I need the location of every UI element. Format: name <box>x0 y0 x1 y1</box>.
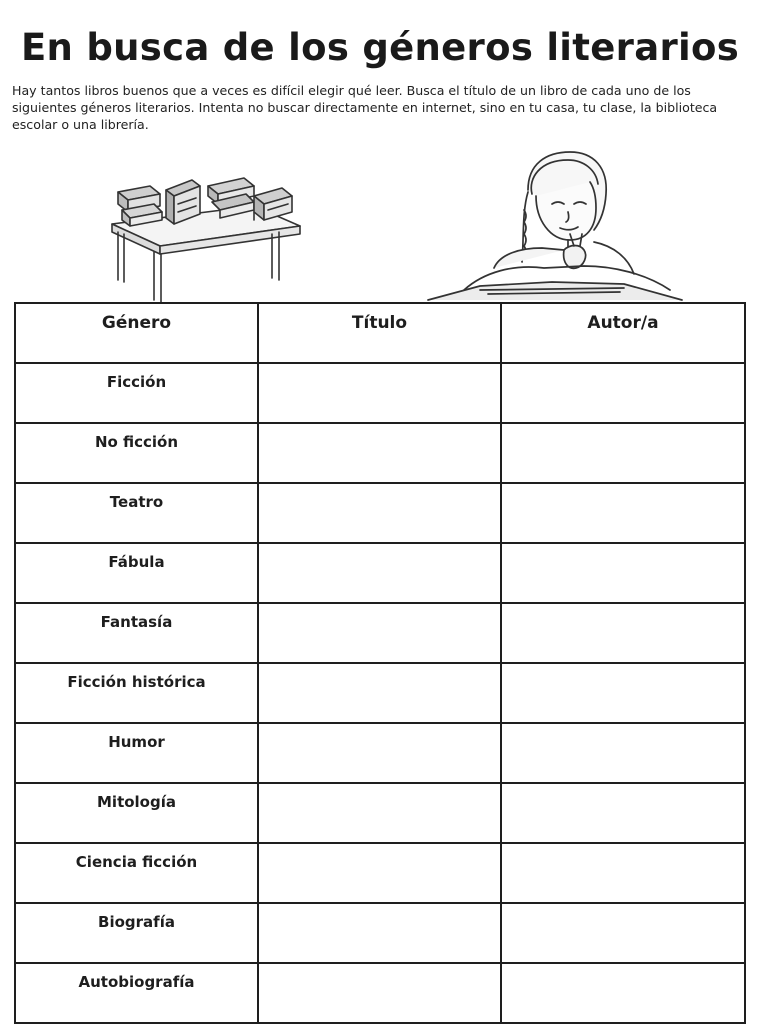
title-answer-cell[interactable] <box>258 723 501 783</box>
table-row <box>15 723 745 783</box>
column-header-genre: Género <box>15 303 258 363</box>
title-answer-cell[interactable] <box>258 783 501 843</box>
column-header-author: Autor/a <box>501 303 745 363</box>
title-answer-cell[interactable] <box>258 423 501 483</box>
table-row <box>15 603 745 663</box>
title-answer-cell[interactable] <box>258 483 501 543</box>
table-row <box>15 783 745 843</box>
genre-cell: Ciencia ficción <box>15 843 258 903</box>
genre-cell: Fábula <box>15 543 258 603</box>
worksheet-instructions: Hay tantos libros buenos que a veces es difícil elegir qué leer. Busca el título de un libro de cada uno de los siguientes géneros literarios. Intenta no buscar directamente en internet, sino en tu casa, tu clase, la biblioteca escolar o una librería. <box>12 83 718 132</box>
author-answer-cell[interactable] <box>501 663 745 723</box>
author-answer-cell[interactable] <box>501 543 745 603</box>
author-answer-cell[interactable] <box>501 723 745 783</box>
title-answer-cell[interactable] <box>258 903 501 963</box>
title-answer-cell[interactable] <box>258 843 501 903</box>
author-answer-cell[interactable] <box>501 363 745 423</box>
table-header-row <box>15 303 745 363</box>
genre-cell: Biografía <box>15 903 258 963</box>
genre-cell: No ficción <box>15 423 258 483</box>
author-answer-cell[interactable] <box>501 843 745 903</box>
author-answer-cell[interactable] <box>501 603 745 663</box>
genre-cell: Teatro <box>15 483 258 543</box>
title-answer-cell[interactable] <box>258 543 501 603</box>
author-answer-cell[interactable] <box>501 783 745 843</box>
genre-cell: Humor <box>15 723 258 783</box>
author-answer-cell[interactable] <box>501 423 745 483</box>
genre-cell: Autobiografía <box>15 963 258 1023</box>
genres-table <box>14 302 746 1024</box>
author-answer-cell[interactable] <box>501 483 745 543</box>
table-row <box>15 963 745 1023</box>
girl-reading-icon <box>424 150 686 306</box>
author-answer-cell[interactable] <box>501 963 745 1023</box>
table-row <box>15 543 745 603</box>
title-answer-cell[interactable] <box>258 663 501 723</box>
title-answer-cell[interactable] <box>258 363 501 423</box>
genre-cell: Mitología <box>15 783 258 843</box>
genre-cell: Ficción <box>15 363 258 423</box>
worksheet-title: En busca de los géneros literarios <box>20 26 740 69</box>
table-row <box>15 363 745 423</box>
books-on-table-icon <box>104 168 304 304</box>
genre-cell: Ficción histórica <box>15 663 258 723</box>
table-row <box>15 903 745 963</box>
author-answer-cell[interactable] <box>501 903 745 963</box>
table-row <box>15 663 745 723</box>
title-answer-cell[interactable] <box>258 603 501 663</box>
column-header-title: Título <box>258 303 501 363</box>
genre-cell: Fantasía <box>15 603 258 663</box>
table-row <box>15 843 745 903</box>
table-row <box>15 483 745 543</box>
table-row <box>15 423 745 483</box>
title-answer-cell[interactable] <box>258 963 501 1023</box>
